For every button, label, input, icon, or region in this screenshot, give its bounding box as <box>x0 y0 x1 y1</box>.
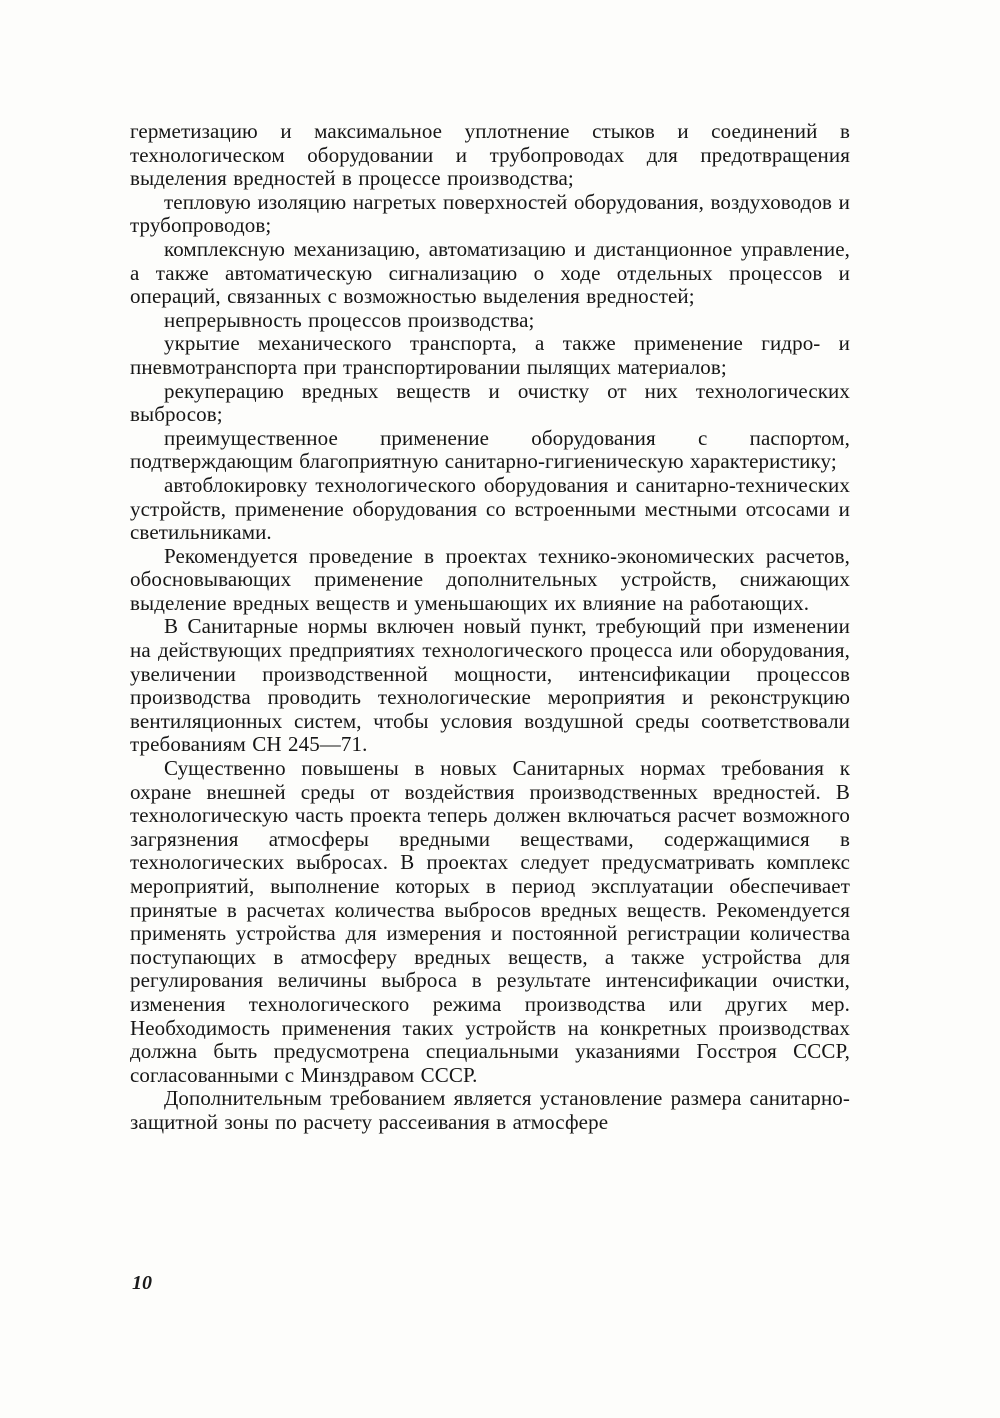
paragraph-hermetization: герметизацию и максимальное уплотнение стыков и соединений в технологическом оборудовании и трубопроводах для предотвращения выделения вредностей в процессе производства; <box>130 119 850 191</box>
paragraph-sanitary-zone: Дополнительным требованием является установление размера санитарно-защитной зоны по расчету рассеивания в атмосфере <box>130 1086 850 1134</box>
paragraph-environment: Существенно повышены в новых Санитарных нормах требования к охране внешней среды от воздействия производственных вредностей. В технологическую часть проекта теперь должен включаться расчет возможного загрязнения атмосферы вредными веществами, содержащимися в технологических выбросах. В проектах следует предусматривать комплекс мероприятий, выполнение которых в период эксплуатации обеспечивает принятые в расчетах количества выбросов вредных веществ. Рекомендуется применять устройства для измерения и постоянной регистрации количества поступающих в атмосферу вредных веществ, а также устройства для регулирования величины выброса в результате интенсификации очистки, изменения технологического режима производства или других мер. Необходимость применения таких устройств на конкретных производствах должна быть предусмотрена специальными указаниями Госстроя СССР, согласованными с Минздравом СССР. <box>130 756 850 1087</box>
paragraph-continuity: непрерывность процессов производства; <box>164 307 535 332</box>
paragraph-recuperation: рекуперацию вредных веществ и очистку от них технологических выбросов; <box>130 378 850 427</box>
paragraph-autoblocking: автоблокировку технологического оборудования и санитарно-технических устройств, применение оборудования со встроенными местными отсосами и светильниками. <box>130 472 850 545</box>
paragraph-thermal-insulation: тепловую изоляцию нагретых поверхностей оборудования, воздуховодов и трубопроводов; <box>130 189 850 238</box>
paragraph-mechanization: комплексную механизацию, автоматизацию и дистанционное управление, а также автоматическую сигнализацию о ходе отдельных процессов и операций, связанных с возможностью выделения вредностей; <box>130 236 850 309</box>
page-number: 10 <box>132 1272 152 1294</box>
paragraph-equipment-passport: преимущественное применение оборудования с паспортом, подтверждающим благоприятную санитарно-гигиеническую характеристику; <box>130 425 850 474</box>
paragraph-transport-cover: укрытие механического транспорта, а также применение гидро- и пневмотранспорта при транспортировании пылящих материалов; <box>130 331 850 379</box>
body-text <box>130 120 850 1135</box>
paragraph-recommendation: Рекомендуется проведение в проектах технико-экономических расчетов, обосновывающих применение дополнительных устройств, снижающих выделение вредных веществ и уменьшающих их влияние на работающих. <box>130 543 850 615</box>
paragraph-new-clause: В Санитарные нормы включен новый пункт, требующий при изменении на действующих предприятиях технологического процесса или оборудования, увеличении производственной мощности, интенсификации процессов производства проводить технологические мероприятия и реконструкцию вентиляционных систем, чтобы условия воздушной среды соответствовали требованиям СН 245—71. <box>130 614 850 757</box>
